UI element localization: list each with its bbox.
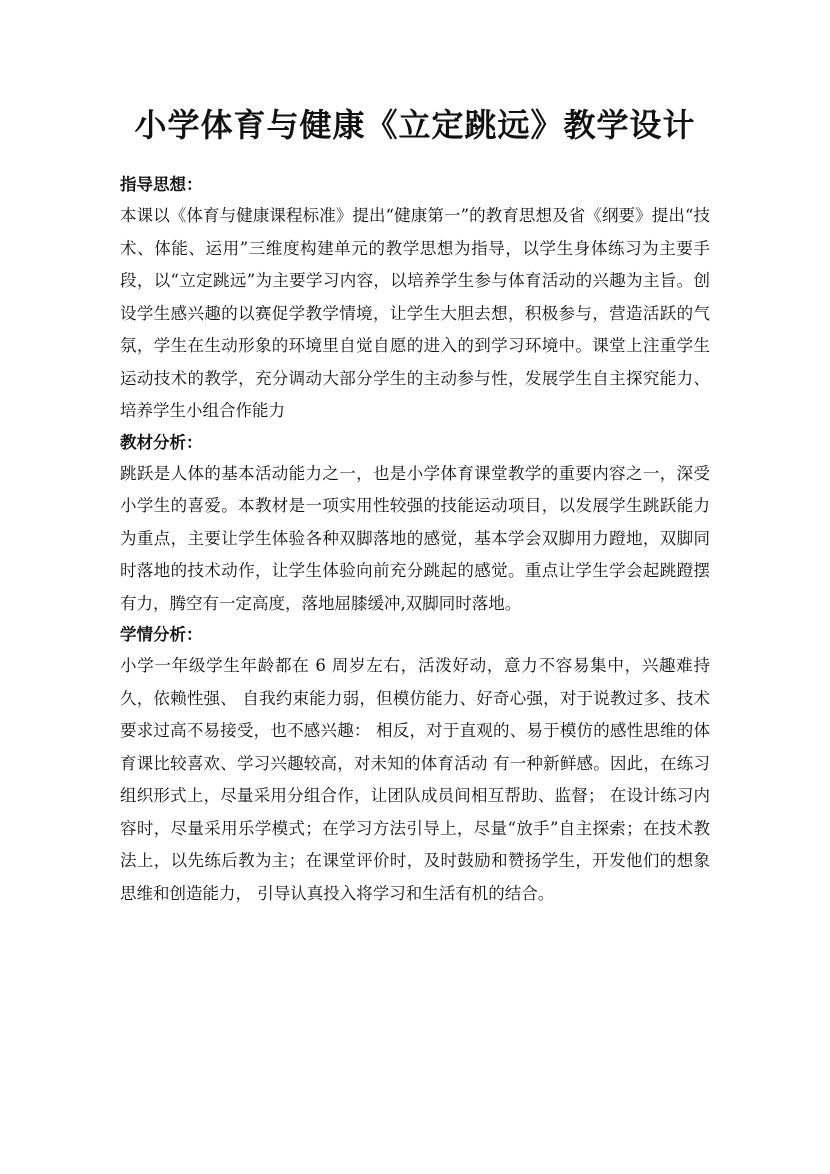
section-heading: 教材分析： (120, 432, 203, 452)
section-paragraph: 跳跃是人体的基本活动能力之一，也是小学体育课堂教学的重要内容之一，深受小学生的喜爱。本教材是一项实用性较强的技能运动项目，以发展学生跳跃能力为重点，主要让学生体验各种双脚落地的感觉，基本学会双脚用力蹬地，双脚同时落地的技术动作，让学生体验向前充分跳起的感觉。重点让学生学会起跳蹬摆有力，腾空有一定高度，落地屈膝缓冲,双脚同时落地。 (120, 463, 710, 613)
section-teaching-material-analysis (120, 428, 710, 621)
section-heading: 指导思想： (120, 175, 203, 194)
section-guiding-ideology (120, 170, 710, 428)
section-paragraph: 小学一年级学生年龄都在 6 周岁左右，活泼好动，意力不容易集中，兴趣难持久，依赖性强、 自我约束能力弱，但模仿能力、好奇心强，对于说教过多、技术要求过高不易接受，也不感兴趣： 相反，对于直观的、易于模仿的感性思维的体育课比较喜欢、学习兴趣较高，对未知的体育活动 有一种新鲜感。因此，在练习组织形式上，尽量采用分组合作，让团队成员间相互帮助、监督； 在设计练习内容时，尽量采用乐学模式；在学习方法引导上，尽量“放手”自主探索；在技术教 法上，以先练后教为主；在课堂评价时，及时鼓励和赞扬学生，开发他们的想象思维和创造能力， 引导认真投入将学习和生活有机的结合。 (120, 656, 710, 903)
document-body (120, 170, 710, 910)
section-heading: 学情分析： (120, 625, 203, 644)
section-paragraph: 本课以《体育与健康课程标准》提出“健康第一”的教育思想及省《纲要》提出“技术、体能、运用”三维度构建单元的教学思想为指导，以学生身体练习为主要手段，以“立定跳远”为主要学习内容，以培养学生参与体育活动的兴趣为主旨。创设学生感兴趣的以赛促学教学情境，让学生大胆去想，积极参与，营造活跃的气氛，学生在生动形象的环境里自觉自愿的进入的到学习环境中。课堂上注重学生运动技术的教学，充分调动大部分学生的主动参与性，发展学生自主探究能力、培养学生小组合作能力 (120, 206, 710, 420)
section-student-analysis (120, 620, 710, 910)
document-title: 小学体育与健康《立定跳远》教学设计 (134, 106, 696, 144)
